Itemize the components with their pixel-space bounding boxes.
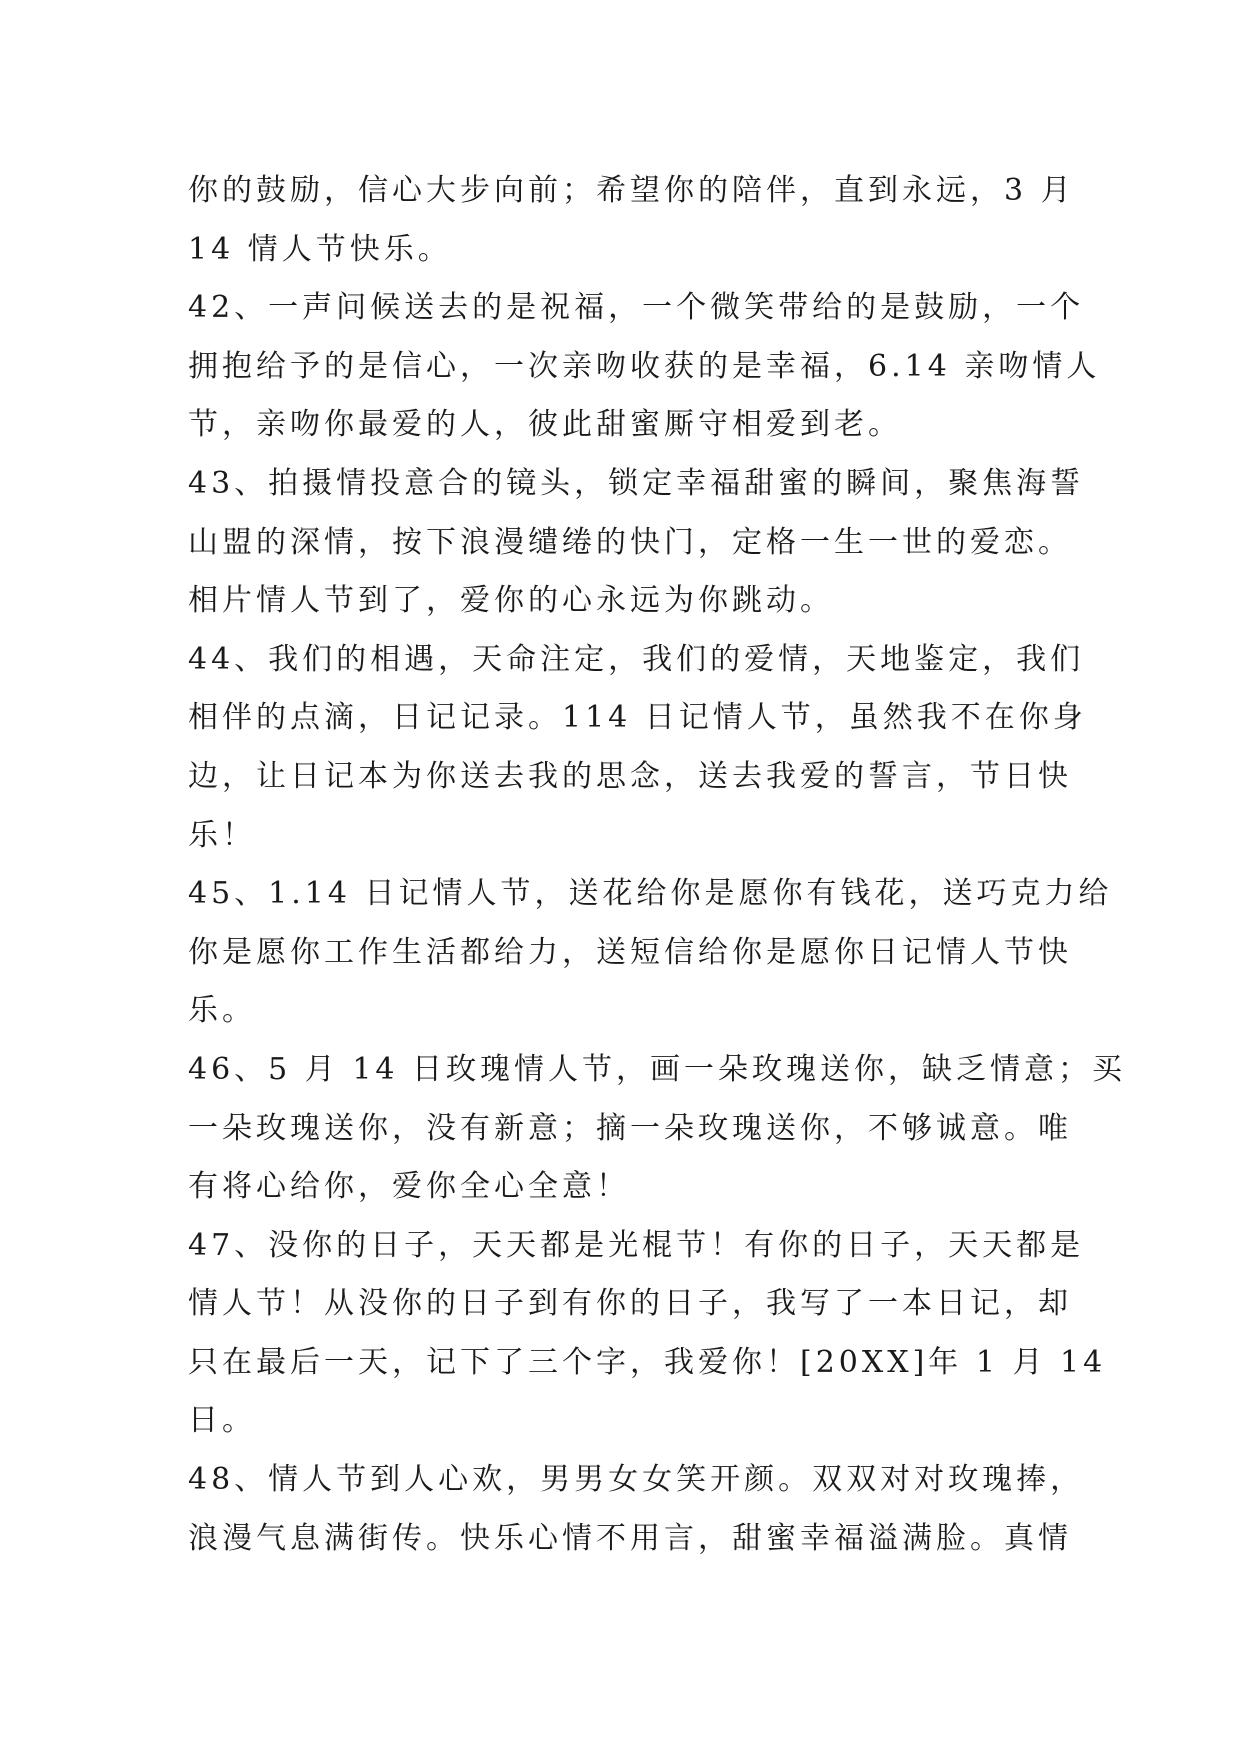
text-line: 乐！ xyxy=(188,817,256,853)
text-line: 日。 xyxy=(188,1403,256,1439)
text-line: 相片情人节到了，爱你的心永远为你跳动。 xyxy=(188,583,834,619)
body-text xyxy=(188,162,1127,1568)
text-line: 一朵玫瑰送你，没有新意；摘一朵玫瑰送你，不够诚意。唯 xyxy=(188,1110,1072,1146)
text-line: 你是愿你工作生活都给力，送短信给你是愿你日记情人节快 xyxy=(188,934,1072,970)
text-line: 43、拍摄情投意合的镜头，锁定幸福甜蜜的瞬间，聚焦海誓 xyxy=(188,465,1085,501)
text-line: 节，亲吻你最爱的人，彼此甜蜜厮守相爱到老。 xyxy=(188,407,902,443)
text-line: 只在最后一天，记下了三个字，我爱你！[20XX]年 1 月 14 xyxy=(188,1344,1107,1380)
text-line: 山盟的深情，按下浪漫缱绻的快门，定格一生一世的爱恋。 xyxy=(188,524,1072,560)
text-line: 45、1.14 日记情人节，送花给你是愿你有钱花，送巧克力给 xyxy=(188,876,1113,912)
text-line: 拥抱给予的是信心，一次亲吻收获的是幸福，6.14 亲吻情人 xyxy=(188,348,1101,384)
text-line: 边，让日记本为你送去我的思念，送去我爱的誓言，节日快 xyxy=(188,758,1072,794)
text-line: 有将心给你，爱你全心全意！ xyxy=(188,1169,630,1205)
text-line: 46、5 月 14 日玫瑰情人节，画一朵玫瑰送你，缺乏情意；买 xyxy=(188,1051,1127,1087)
text-line: 44、我们的相遇，天命注定，我们的爱情，天地鉴定，我们 xyxy=(188,641,1085,677)
text-line: 相伴的点滴，日记记录。114 日记情人节，虽然我不在你身 xyxy=(188,700,1087,736)
text-line: 42、一声问候送去的是祝福，一个微笑带给的是鼓励，一个 xyxy=(188,290,1085,326)
text-line: 乐。 xyxy=(188,993,256,1029)
text-line: 14 情人节快乐。 xyxy=(188,231,452,267)
text-line: 浪漫气息满街传。快乐心情不用言，甜蜜幸福溢满脸。真情 xyxy=(188,1520,1072,1556)
text-line: 你的鼓励，信心大步向前；希望你的陪伴，直到永远，3 月 xyxy=(188,173,1075,208)
text-line: 48、情人节到人心欢，男男女女笑开颜。双双对对玫瑰捧， xyxy=(188,1462,1085,1498)
text-line: 情人节！从没你的日子到有你的日子，我写了一本日记，却 xyxy=(188,1286,1072,1322)
text-line: 47、没你的日子，天天都是光棍节！有你的日子，天天都是 xyxy=(188,1227,1085,1263)
